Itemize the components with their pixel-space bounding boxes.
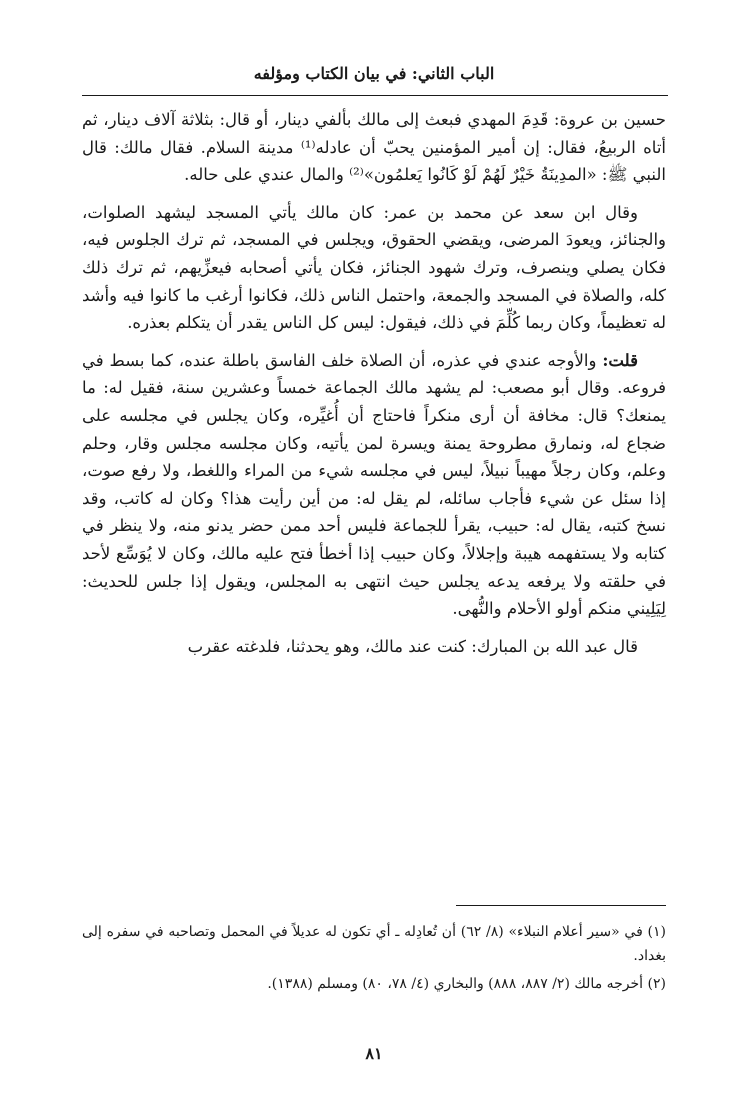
paragraph-3-text: والأوجه عندي في عذره، أن الصلاة خلف الفاسق باطلة عنده، كما بسط في فروعه. وقال أبو مصعب: لم يشهد مالك الجماعة خمساً وعشرين سنة، فقيل له: ما يمنعك؟ قال: مخافة أن أرى منكراً فاحتاج أن أُغيِّره، وكان يجلس في مجلسه على ضجاع له، ونمارق مطروحة يمنة ويسرة لمن يأتيه، وكان مجلسه مجلس وقار، وحلم وعلم، وكان رجلاً مهيباً نبيلاً، ليس في مجلسه شيء من المراء واللغط، ولا رفع صوت، إذا سئل عن شيء فأجاب سائله، لم يقل له: من أين رأيت هذا؟ وكان له كاتب، وقد نسخ كتبه، يقال له: حبيب، يقرأ للجماعة فليس أحد ممن حضر يدنو منه، ولا ينظر في كتابه ولا يستفهمه هيبة وإجلالاً، وكان حبيب إذا أخطأ فتح عليه مالك، وكان لا يُوَسِّع لأحد في حلقته ولا يرفعه يدعه يجلس حيث انتهى به المجلس، ويقول إذا جلس للحديث: لِيَلِيني منكم أولو الأحلام والنُّهى. [82,350,666,619]
page-number: ٨١ [365,1044,383,1063]
paragraph-2 [82,199,666,337]
paragraph-4 [82,633,666,661]
footnote-2: (٢) أخرجه مالك (٢/ ٨٨٧، ٨٨٨) والبخاري (٤/ ٧٨، ٨٠) ومسلم (١٣٨٨). [267,976,666,992]
main-text [82,106,666,670]
footnotes [82,920,666,1000]
header-rule [82,95,668,96]
paragraph-1 [82,106,666,189]
paragraph-4-text: قال عبد الله بن المبارك: كنت عند مالك، وهو يحدثنا، فلدغته عقرب [187,636,638,656]
footnote-rule [456,905,666,906]
paragraph-3-lead: قلت: [602,350,638,370]
paragraph-1-text: حسين بن عروة: قَدِمَ المهدي فبعث إلى مالك بألفي دينار، أو قال: بثلاثة آلاف دينار، ثم أتاه الربيعُ، فقال: إن أمير المؤمنين يحبّ أن عادله⁽¹⁾ مدينة السلام. فقال مالك: قال النبي ﷺ: «المدِينَةُ خَيْرٌ لَهُمْ لَوْ كَانُوا يَعلمُون»⁽²⁾ والمال عندي على حاله. [82,110,667,185]
footnote-1: (١) في «سير أعلام النبلاء» (٨/ ٦٢) أن تُعادِله ـ أي تكون له عديلاً في المحمل وتصاحبه في سفره إلى بغداد. [82,924,666,964]
running-header: الباب الثاني: في بيان الكتاب ومؤلفه [253,64,495,83]
paragraph-2-text: وقال ابن سعد عن محمد بن عمر: كان مالك يأتي المسجد ليشهد الصلوات، والجنائز، ويعودَ المرضى، ويقضي الحقوق، ويجلس في المسجد، ثم ترك الجلوس فيه، فكان يصلي وينصرف، وترك شهود الجنائز، فكان يأتي أصحابه فيعزِّيهم، ثم ترك ذلك كله، والصلاة في المسجد والجمعة، واحتمل الناس ذلك، فكانوا أرغب ما كانوا فيه وأشد له تعظيماً، وكان ربما كُلِّمَ في ذلك، فيقول: ليس كل الناس يقدر أن يتكلم بعذره. [82,202,666,333]
paragraph-3 [82,347,666,623]
